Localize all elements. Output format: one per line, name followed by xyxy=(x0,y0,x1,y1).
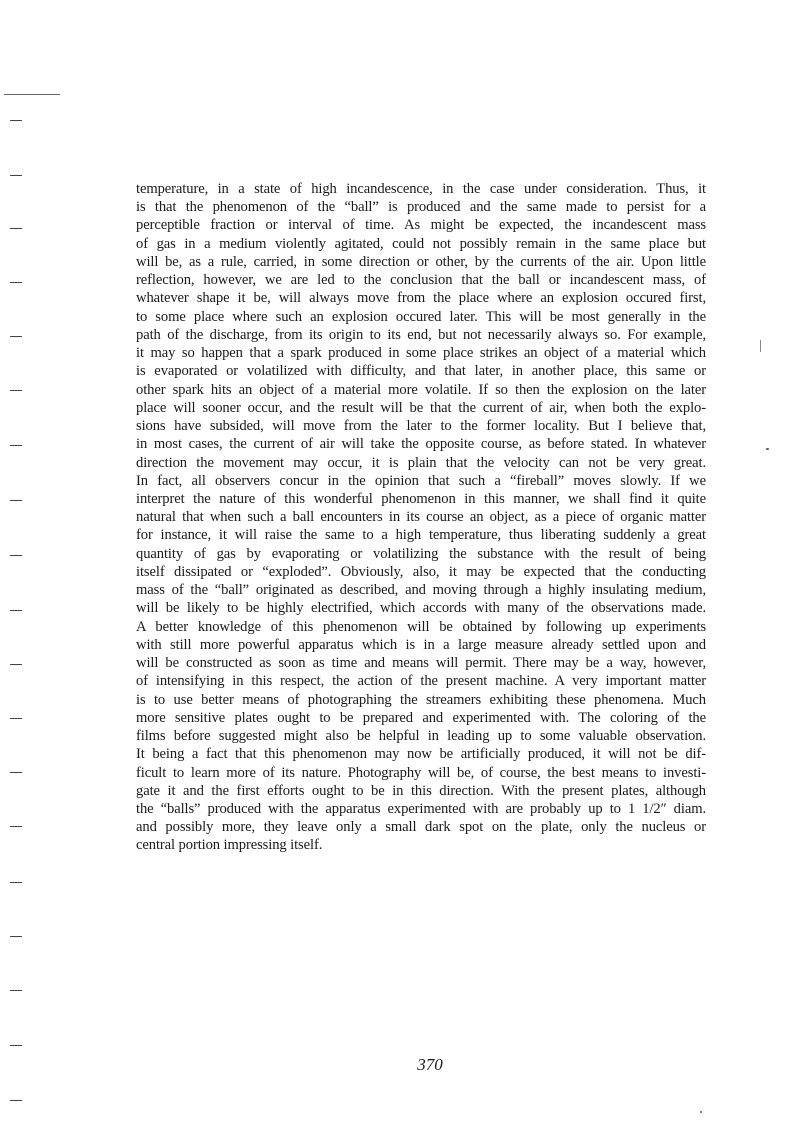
margin-tick xyxy=(10,228,22,229)
text-line: interpret the nature of this wonderful phenomenon in this manner, we shall find it quite xyxy=(136,490,706,507)
text-line: sions have subsided, will move from the later to the former locality. But I believe that, xyxy=(136,418,706,435)
margin-tick xyxy=(10,882,22,883)
margin-tick xyxy=(10,826,22,827)
text-line: itself dissipated or “exploded”. Obviously, also, it may be expected that the conducting xyxy=(136,563,706,580)
margin-tick xyxy=(10,445,22,446)
text-line: to some place where such an explosion occured later. This will be most generally in the xyxy=(136,308,706,325)
text-line: path of the discharge, from its origin to its end, but not necessarily always so. For example, xyxy=(136,326,706,343)
text-line: of intensifying in this respect, the action of the present machine. A very important matter xyxy=(136,673,706,690)
text-line: is evaporated or volatilized with difficulty, and that later, in another place, this same or xyxy=(136,363,706,380)
margin-tick xyxy=(10,390,22,391)
text-line: natural that when such a ball encounters in its course an object, as a piece of organic matter xyxy=(136,509,706,526)
text-line: direction the movement may occur, it is plain that the velocity can not be very great. xyxy=(136,454,706,471)
text-line: and possibly more, they leave only a small dark spot on the plate, only the nucleus or xyxy=(136,819,706,836)
text-line: will be likely to be highly electrified, which accords with many of the observations made. xyxy=(136,600,706,617)
text-line: temperature, in a state of high incandescence, in the case under consideration. Thus, it xyxy=(136,181,706,197)
margin-tick xyxy=(10,990,22,991)
margin-tick-marks xyxy=(0,0,60,1134)
text-line: in most cases, the current of air will take the opposite course, as before stated. In whatever xyxy=(136,436,706,453)
text-line: other spark hits an object of a material more volatile. If so then the explosion on the later xyxy=(136,381,706,398)
text-line: perceptible fraction or interval of time. As might be expected, the incandescent mass xyxy=(136,217,706,234)
scan-artifact xyxy=(700,1111,702,1113)
text-line: quantity of gas by evaporating or volatilizing the substance with the result of being xyxy=(136,545,706,562)
body-text xyxy=(136,180,706,855)
scan-artifact xyxy=(766,448,769,450)
text-line: ficult to learn more of its nature. Photography will be, of course, the best means to investi- xyxy=(136,764,706,781)
text-line: of gas in a medium violently agitated, could not possibly remain in the same place but xyxy=(136,235,706,252)
text-line: It being a fact that this phenomenon may now be artificially produced, it will not be dif- xyxy=(136,746,706,763)
text-line: place will sooner occur, and the result will be that the current of air, when both the explo- xyxy=(136,399,706,416)
margin-tick xyxy=(10,936,22,937)
text-line: films before suggested might also be helpful in leading up to some valuable observation. xyxy=(136,728,706,745)
text-line: with still more powerful apparatus which is in a large measure already settled upon and xyxy=(136,636,706,653)
text-line: more sensitive plates ought to be prepared and experimented with. The coloring of the xyxy=(136,709,706,726)
margin-tick xyxy=(10,555,22,556)
margin-tick xyxy=(10,1100,22,1101)
margin-tick xyxy=(10,282,22,283)
margin-tick xyxy=(10,610,22,611)
scan-artifact xyxy=(760,340,761,352)
margin-tick xyxy=(10,718,22,719)
text-line: central portion impressing itself. xyxy=(136,837,323,854)
margin-tick xyxy=(10,1045,22,1046)
text-line: gate it and the first efforts ought to be in this direction. With the present plates, although xyxy=(136,782,706,799)
text-line: A better knowledge of this phenomenon will be obtained by following up experiments xyxy=(136,618,706,635)
page-number: 370 xyxy=(417,1055,443,1074)
margin-tick xyxy=(10,772,22,773)
margin-tick xyxy=(10,175,22,176)
text-line: is to use better means of photographing the streamers exhibiting these phenomena. Much xyxy=(136,691,706,708)
text-line: mass of the “ball” originated as described, and moving through a highly insulating medium, xyxy=(136,582,706,599)
text-line: the “balls” produced with the apparatus experimented with are probably up to 1 1/2″ diam. xyxy=(136,800,706,817)
text-line: for instance, it will raise the same to a high temperature, thus liberating suddenly a great xyxy=(136,527,706,544)
margin-rule xyxy=(4,94,60,95)
margin-tick xyxy=(10,120,22,121)
text-line: it may so happen that a spark produced in some place strikes an object of a material which xyxy=(136,345,706,362)
text-line: reflection, however, we are led to the conclusion that the ball or incandescent mass, of xyxy=(136,272,706,289)
margin-tick xyxy=(10,336,22,337)
text-line: will be constructed as soon as time and means will permit. There may be a way, however, xyxy=(136,655,706,672)
text-line: is that the phenomenon of the “ball” is produced and the same made to persist for a xyxy=(136,199,706,216)
margin-tick xyxy=(10,500,22,501)
text-line: In fact, all observers concur in the opinion that such a “fireball” moves slowly. If we xyxy=(136,472,706,489)
text-line: will be, as a rule, carried, in some direction or other, by the currents of the air. Upon little xyxy=(136,253,706,270)
text-line: whatever shape it be, will always move from the place where an explosion occured first, xyxy=(136,290,706,307)
margin-tick xyxy=(10,664,22,665)
